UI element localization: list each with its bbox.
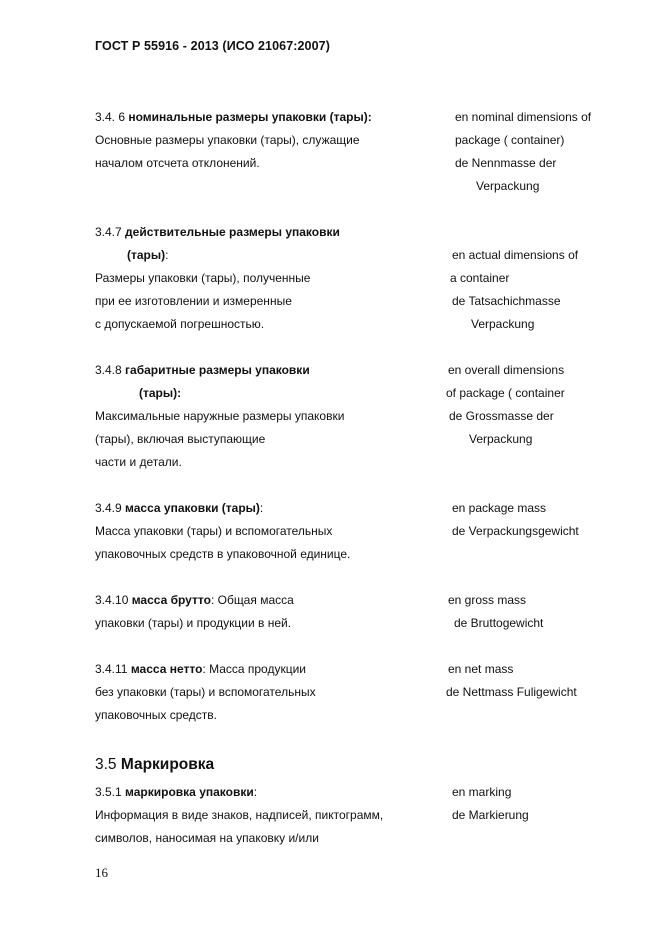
term-english: en gross mass [448,593,527,607]
term-definition-line: Размеры упаковки (тары), полученные [95,271,311,285]
term-title-continued: (тары): [127,248,169,262]
term-title: маркировка упаковки [125,785,254,799]
term-3-4-7-heading [95,225,340,239]
term-definition-line: при ее изготовлении и измеренные [95,294,292,308]
term-english: a container [450,271,510,285]
term-number: 3.4. 6 [95,110,129,124]
term-english: en net mass [448,662,514,676]
term-3-4-9-heading: 3.4.9 масса упаковки (тары): [95,501,264,515]
term-english: package ( container) [455,133,565,147]
term-definition-line: (тары), включая выступающие [95,432,266,446]
term-title: масса нетто [130,662,203,676]
term-number: 3.4.7 [95,225,126,239]
term-definition-line: началом отсчета отклонений. [95,156,260,170]
term-german: de Markierung [452,808,529,822]
section-number: 3.5 [95,756,121,773]
term-title-continued: (тары): [139,386,182,400]
term-definition-line: упаковочных средств. [95,708,218,722]
term-definition-line: без упаковки (тары) и вспомогательных [95,685,316,699]
term-3-4-6-heading [95,110,372,124]
term-title: действительные размеры упаковки [125,225,340,239]
term-3-4-8-heading [95,363,310,377]
term-number: 3.5.1 [95,785,126,799]
term-english: en package mass [452,501,547,515]
section-title: Маркировка [120,756,215,773]
page-number: 16 [95,865,108,880]
term-definition-line: Максимальные наружные размеры упаковки [95,409,345,423]
term-german: de Tatsachichmasse [452,294,561,308]
term-definition-line: упаковки (тары) и продукции в ней. [95,616,292,630]
term-3-5-1-heading: 3.5.1 маркировка упаковки: [95,785,258,799]
term-german: de Grossmasse der [449,409,554,423]
document-header: ГОСТ Р 55916 - 2013 (ИСО 21067:2007) [95,39,330,53]
term-definition-line: Информация в виде знаков, надписей, пиктограмм, [95,808,384,822]
term-definition-line: упаковочных средств в упаковочной единице. [95,547,351,561]
term-number: 3.4.9 [95,501,126,515]
term-title: номинальные размеры упаковки (тары): [128,110,372,124]
term-definition-line: с допускаемой погрешностью. [95,317,265,331]
term-english: en marking [452,785,512,799]
term-german: de Nettmass Fuligewicht [446,685,577,699]
section-heading [95,756,214,774]
term-number: 3.4.11 [95,662,131,676]
term-definition-line: части и детали. [95,455,182,469]
term-english: en nominal dimensions of [455,110,592,124]
term-german: Verpackung [469,432,533,446]
term-german: de Bruttogewicht [454,616,544,630]
term-definition-line: Основные размеры упаковки (тары), служащие [95,133,360,147]
term-german: Verpackung [471,317,535,331]
term-english: en actual dimensions of [452,248,579,262]
term-english: en overall dimensions [448,363,565,377]
term-german: Verpackung [476,179,540,193]
term-definition-line: Масса упаковки (тары) и вспомогательных [95,524,333,538]
term-english: of package ( container [446,386,565,400]
term-german: de Nennmasse der [455,156,557,170]
term-title: масса упаковки (тары) [125,501,260,515]
term-title: габаритные размеры упаковки [125,363,310,377]
term-title: масса брутто [131,593,211,607]
term-3-4-10-heading: 3.4.10 масса брутто: Общая масса [95,593,294,607]
term-number: 3.4.10 [95,593,132,607]
term-definition-line: символов, наносимая на упаковку и/или [95,831,319,845]
term-3-4-11-heading: 3.4.11 масса нетто: Масса продукции [95,662,306,676]
term-number: 3.4.8 [95,363,126,377]
term-german: de Verpackungsgewicht [452,524,579,538]
